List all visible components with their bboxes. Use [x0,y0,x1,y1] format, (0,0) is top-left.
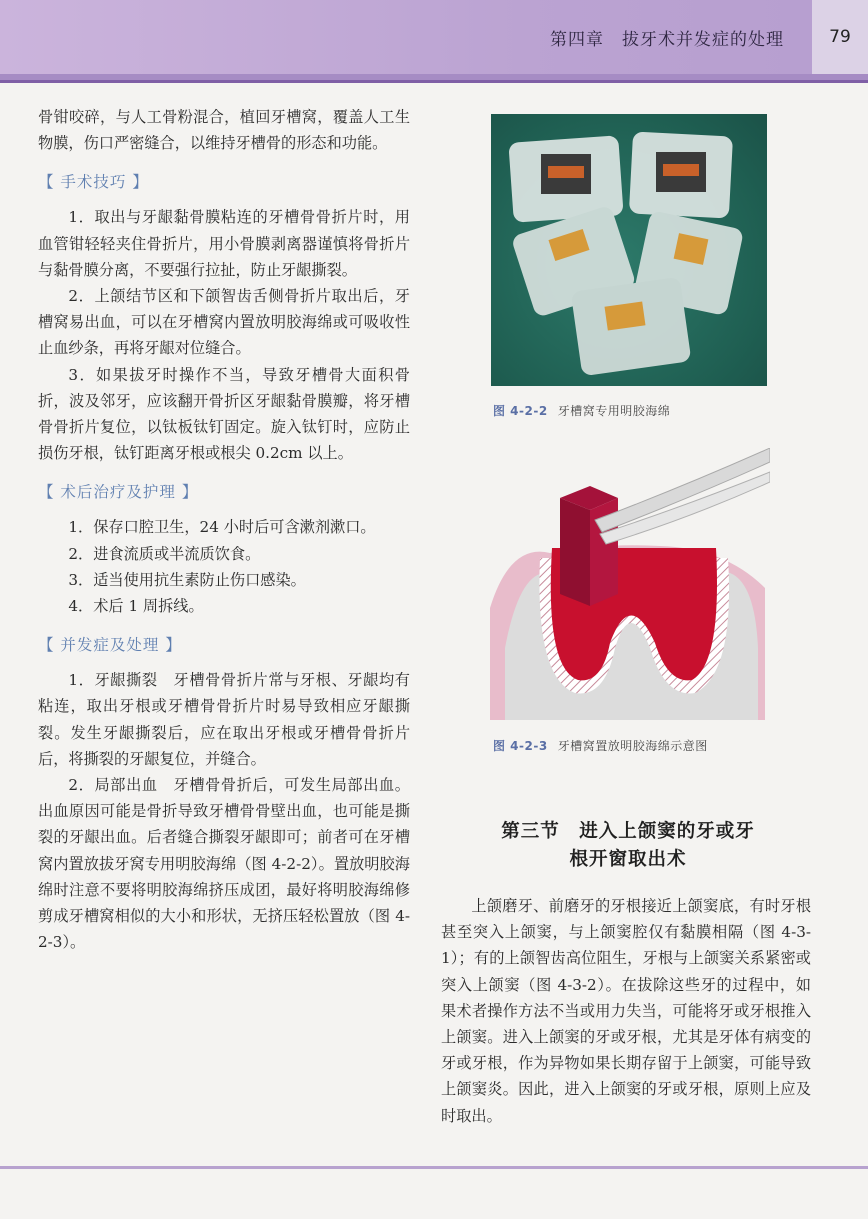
figure-caption-text: 牙槽窝专用明胶海绵 [557,404,671,418]
left-column [38,104,410,955]
header-stripe-dark [0,80,868,83]
section-heading-surgical-tips: 【 手术技巧 】 [38,173,149,192]
figure-number: 图 4-2-2 [493,404,548,418]
care-item: 1．保存口腔卫生，24 小时后可含漱剂漱口。 [68,518,376,537]
figure-caption-text: 牙槽窝置放明胶海绵示意图 [557,739,708,753]
section-title-line: 根开窗取出术 [569,849,687,870]
right-column [441,893,811,1129]
section-body-paragraph: 上颌磨牙、前磨牙的牙根接近上颌窦底，有时牙根甚至突入上颌窦，与上颌窦腔仅有黏膜相隔（图 4-3-1）；有的上颌智齿高位阻生，牙根与上颌窦关系紧密或突入上颌窦（图 4-3-2）。在拔除这些牙的过程中，如果术者操作方法不当或用力失当，可能将牙或牙根推入上颌窦。进入上颌窦的牙或牙根，尤其是牙体有病变的牙或牙根，作为异物如果长期存留于上颌窦，可能导致上颌窦炎。因此，进入上颌窦的牙或牙根，原则上应及时取出。 [441,897,811,1125]
figure-number: 图 4-2-3 [493,739,548,753]
chapter-title: 第四章 拔牙术并发症的处理 [550,30,784,50]
page-number: 79 [829,27,851,47]
tip-paragraph: 1．取出与牙龈黏骨膜粘连的牙槽骨骨折片时，用血管钳轻轻夹住骨折片，用小骨膜剥离器谨慎将骨折片与黏骨膜分离，不要强行拉扯，防止牙龈撕裂。 [38,208,410,279]
intro-paragraph: 骨钳咬碎，与人工骨粉混合，植回牙槽窝，覆盖人工生物膜，伤口严密缝合，以维持牙槽骨的形态和功能。 [38,108,410,153]
gelatin-sponge-packages-illustration [491,114,767,386]
figure-caption-4-2-2 [493,402,670,419]
section-title-line: 第三节 进入上颌窦的牙或牙 [501,821,755,842]
section-title [440,818,816,874]
care-item: 3．适当使用抗生素防止伤口感染。 [68,570,306,589]
care-item: 2．进食流质或半流质饮食。 [68,544,261,563]
tip-paragraph: 3．如果拔牙时操作不当，导致牙槽骨大面积骨折，波及邻牙，应该翻开骨折区牙龈黏骨膜瓣，将牙槽骨骨折片复位，以钛板钛钉固定。旋入钛钉时，应防止损伤牙根，钛钉距离牙根或根尖 0.2cm 以上。 [38,365,410,463]
tip-paragraph: 2．上颌结节区和下颌智齿舌侧骨折片取出后，牙槽窝易出血，可以在牙槽窝内置放明胶海绵或可吸收性止血纱条，再将牙龈对位缝合。 [38,287,410,358]
complication-paragraph: 1．牙龈撕裂 牙槽骨骨折片常与牙根、牙龈均有粘连，取出牙根或牙槽骨骨折片时易导致相应牙龈撕裂。发生牙龈撕裂后，应在取出牙根或牙槽骨骨折片后，将撕裂的牙龈复位，并缝合。 [38,671,410,768]
figure-caption-4-2-3 [493,737,708,754]
footer-line [0,1166,868,1169]
socket-gelatin-sponge-diagram [490,448,770,720]
gelatin-sponge-photo [491,114,767,386]
section-heading-complications: 【 并发症及处理 】 [38,636,182,655]
page-number-box [812,0,868,74]
complication-paragraph: 2．局部出血 牙槽骨骨折后，可发生局部出血。出血原因可能是骨折导致牙槽骨骨壁出血，也可能是撕裂的牙龈出血。后者缝合撕裂牙龈即可；前者可在牙槽窝内置放拔牙窝专用明胶海绵（图 4-2-2）。置放明胶海绵时注意不要将明胶海绵挤压成团，最好将明胶海绵修剪成牙槽窝相似的大小和形状，无挤压轻松置放（图 4-2-3）。 [38,776,410,952]
section-heading-postoperative-care: 【 术后治疗及护理 】 [38,483,199,502]
care-item: 4．术后 1 周拆线。 [68,597,204,616]
